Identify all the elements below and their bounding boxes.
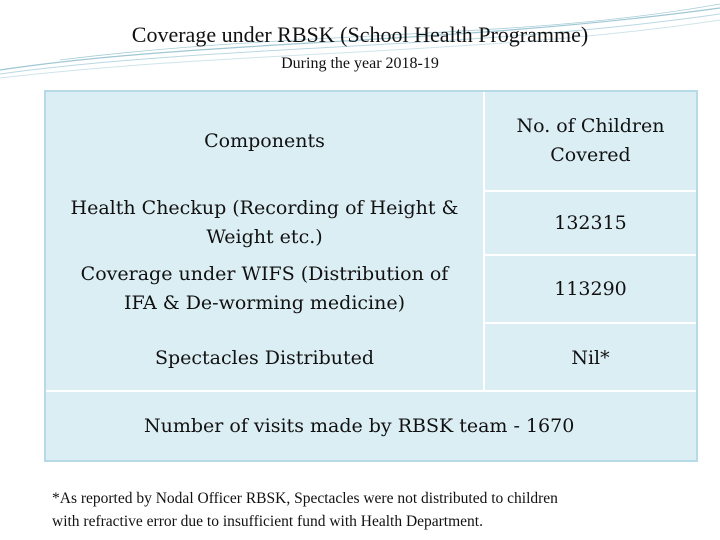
component-line2: Weight etc.) xyxy=(206,226,323,248)
header-children-line1: No. of Children xyxy=(516,115,665,137)
component-line1: Health Checkup (Recording of Height & xyxy=(70,197,459,219)
table-row-component xyxy=(46,192,483,254)
component-line1: Coverage under WIFS (Distribution of xyxy=(80,263,449,285)
footnote-line2: with refractive error due to insufficient fund with Health Department. xyxy=(52,513,483,530)
footnote xyxy=(52,487,702,533)
page-subtitle: During the year 2018-19 xyxy=(281,55,439,72)
value-text: 132315 xyxy=(554,211,627,234)
coverage-table xyxy=(44,90,698,462)
table-row-value xyxy=(485,256,696,322)
visits-text: Number of visits made by RBSK team - 1670 xyxy=(144,414,575,437)
visits-row xyxy=(46,392,696,460)
component-line2: IFA & De-worming medicine) xyxy=(123,292,406,314)
footnote-line1: *As reported by Nodal Officer RBSK, Spectacles were not distributed to children xyxy=(52,490,558,507)
table-row-component xyxy=(46,256,483,322)
component-line1: Spectacles Distributed xyxy=(154,347,375,369)
header-components xyxy=(46,92,483,190)
value-text: Nil* xyxy=(571,347,610,369)
header-components-label: Components xyxy=(204,129,325,152)
header-children-line2: Covered xyxy=(550,144,631,166)
table-row-component xyxy=(46,324,483,390)
table-row-value xyxy=(485,192,696,254)
header-children-covered xyxy=(485,92,696,190)
value-text: 113290 xyxy=(554,277,627,300)
table-row-value xyxy=(485,324,696,390)
page-title: Coverage under RBSK (School Health Programme) xyxy=(131,22,589,47)
